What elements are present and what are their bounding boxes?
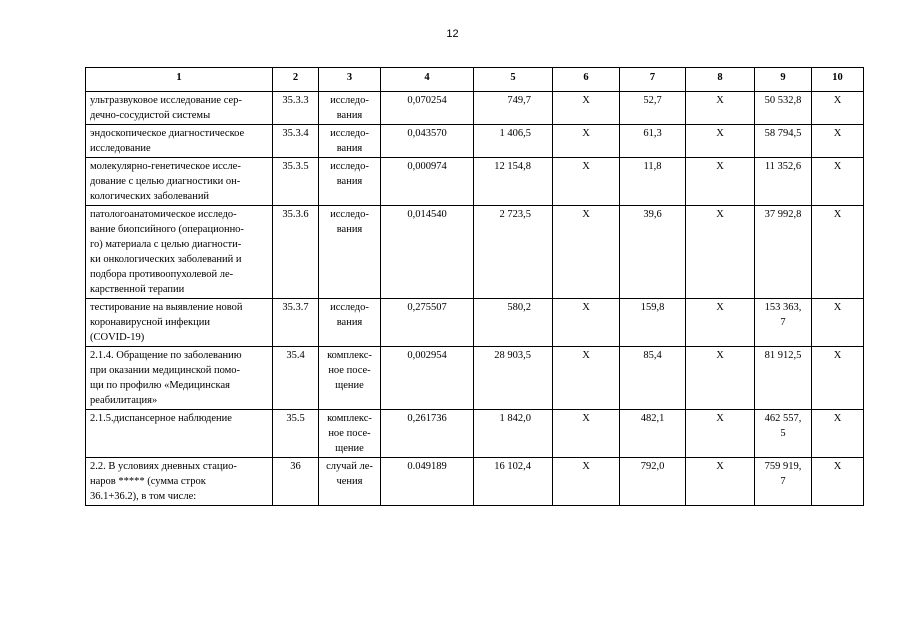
table-row <box>86 92 864 125</box>
cell-text: 39,6 <box>643 209 662 220</box>
table-cell-col-4 <box>381 410 474 458</box>
cell-text: 462 557, 5 <box>764 413 802 439</box>
cell-text: Х <box>582 461 590 472</box>
cell-text: Х <box>582 209 590 220</box>
cell-text: 35.3.3 <box>282 95 309 106</box>
cell-text: 37 992,8 <box>764 209 802 220</box>
cell-text: Х <box>833 128 842 139</box>
column-header-8: 8 <box>686 68 755 92</box>
cell-text: 0,014540 <box>407 209 447 220</box>
table-cell-col-5 <box>474 158 553 206</box>
table-cell-col-2 <box>273 347 319 410</box>
cell-text: Х <box>582 128 590 139</box>
table-cell-col-3 <box>319 92 381 125</box>
cell-text: 482,1 <box>640 413 665 424</box>
table-cell-col-3 <box>319 158 381 206</box>
table-cell-col-7 <box>620 125 686 158</box>
cell-text: комплекс- ное посе- щение <box>327 413 372 454</box>
cell-text: 153 363, 7 <box>764 302 802 328</box>
cell-text: 759 919, 7 <box>764 461 802 487</box>
table-cell-col-4 <box>381 458 474 506</box>
table-cell-col-1 <box>86 206 273 299</box>
table-cell-col-5 <box>474 299 553 347</box>
cell-text: Х <box>716 413 724 424</box>
cell-text: Х <box>833 413 842 424</box>
table-cell-col-5 <box>474 458 553 506</box>
table-cell-col-1 <box>86 410 273 458</box>
table-cell-col-8 <box>686 92 755 125</box>
table-cell-col-5 <box>474 206 553 299</box>
cell-text: 11 352,6 <box>764 161 802 172</box>
cell-text: 35.4 <box>286 350 305 361</box>
cell-text: 580,2 <box>507 302 531 313</box>
cell-text: 35.3.7 <box>282 302 309 313</box>
cell-text: Х <box>582 95 590 106</box>
table-cell-col-3 <box>319 299 381 347</box>
cell-text: Х <box>833 461 842 472</box>
cell-text: эндоскопическое диагностическое исследование <box>90 128 245 154</box>
cell-text: Х <box>833 95 842 106</box>
table-cell-col-8 <box>686 158 755 206</box>
page-number: 12 <box>446 28 459 40</box>
column-header-10: 10 <box>812 68 864 92</box>
table-cell-col-9 <box>755 125 812 158</box>
cell-text: молекулярно-генетическое иссле- дование с целью диагностики он- кологических заболеваний <box>90 161 241 202</box>
cell-text: 0,002954 <box>407 350 447 361</box>
cell-text: Х <box>833 302 842 313</box>
cell-text: 12 154,8 <box>494 161 531 172</box>
table-cell-col-6 <box>553 299 620 347</box>
cell-text: 1 842,0 <box>499 413 531 424</box>
table-body <box>86 92 864 506</box>
table-cell-col-3 <box>319 347 381 410</box>
table-cell-col-8 <box>686 458 755 506</box>
table-cell-col-2 <box>273 410 319 458</box>
table-cell-col-8 <box>686 347 755 410</box>
table-cell-col-4 <box>381 125 474 158</box>
table-cell-col-3 <box>319 458 381 506</box>
cell-text: Х <box>716 302 724 313</box>
cell-text: исследо- вания <box>330 302 369 328</box>
cell-text: Х <box>833 350 842 361</box>
table-cell-col-8 <box>686 410 755 458</box>
table-cell-col-7 <box>620 92 686 125</box>
table-cell-col-1 <box>86 125 273 158</box>
table-row <box>86 125 864 158</box>
cell-text: 28 903,5 <box>494 350 531 361</box>
table-cell-col-9 <box>755 347 812 410</box>
table-cell-col-8 <box>686 299 755 347</box>
cell-text: 0,070254 <box>407 95 447 106</box>
cell-text: 749,7 <box>507 95 531 106</box>
cell-text: Х <box>582 413 590 424</box>
table-cell-col-4 <box>381 92 474 125</box>
table-cell-col-6 <box>553 158 620 206</box>
cell-text: 0.049189 <box>407 461 447 472</box>
table-cell-col-5 <box>474 125 553 158</box>
table-cell-col-6 <box>553 125 620 158</box>
table-cell-col-7 <box>620 158 686 206</box>
cell-text: 792,0 <box>640 461 665 472</box>
cell-text: Х <box>716 461 724 472</box>
table-cell-col-7 <box>620 410 686 458</box>
cell-text: комплекс- ное посе- щение <box>327 350 372 391</box>
table-cell-col-6 <box>553 347 620 410</box>
column-header-7: 7 <box>620 68 686 92</box>
table-cell-col-10 <box>812 410 864 458</box>
cell-text: 159,8 <box>640 302 665 313</box>
cell-text: 1 406,5 <box>499 128 531 139</box>
table-cell-col-5 <box>474 92 553 125</box>
cell-text: 16 102,4 <box>494 461 531 472</box>
cell-text: 2.1.4. Обращение по заболеванию при оказании медицинской помо- щи по профилю «Медицинская реабилитация» <box>90 350 242 406</box>
cell-text: Х <box>716 350 724 361</box>
cell-text: 0,000974 <box>407 161 447 172</box>
table-cell-col-2 <box>273 458 319 506</box>
column-header-4: 4 <box>381 68 474 92</box>
cell-text: 0,261736 <box>407 413 447 424</box>
cell-text: патологоанатомическое исследо- вание биопсийного (операционно- го) материала с целью диагности- ки онкологических заболеваний и подбора противоопухолевой ле- карственной терапии <box>90 209 244 295</box>
table-cell-col-6 <box>553 92 620 125</box>
table-cell-col-7 <box>620 458 686 506</box>
cell-text: 61,3 <box>643 128 662 139</box>
cell-text: 35.3.5 <box>282 161 309 172</box>
cell-text: Х <box>716 161 724 172</box>
table-cell-col-2 <box>273 92 319 125</box>
cell-text: 58 794,5 <box>764 128 802 139</box>
table-cell-col-2 <box>273 125 319 158</box>
table-cell-col-2 <box>273 158 319 206</box>
table-row <box>86 299 864 347</box>
cell-text: Х <box>582 302 590 313</box>
table-cell-col-9 <box>755 206 812 299</box>
cell-text: ультразвуковое исследование сер- дечно-сосудистой системы <box>90 95 242 121</box>
cell-text: Х <box>716 95 724 106</box>
data-table <box>85 67 864 506</box>
cell-text: 2.2. В условиях дневных стацио- наров ***** (сумма строк 36.1+36.2), в том числе: <box>90 461 237 502</box>
cell-text: исследо- вания <box>330 209 369 235</box>
table-cell-col-7 <box>620 206 686 299</box>
table-cell-col-4 <box>381 206 474 299</box>
cell-text: тестирование на выявление новой коронавирусной инфекции (COVID-19) <box>90 302 243 343</box>
cell-text: 81 912,5 <box>764 350 802 361</box>
table-cell-col-4 <box>381 299 474 347</box>
column-header-5: 5 <box>474 68 553 92</box>
table-cell-col-8 <box>686 125 755 158</box>
cell-text: 52,7 <box>643 95 662 106</box>
cell-text: Х <box>833 209 842 220</box>
cell-text: Х <box>716 209 724 220</box>
table-cell-col-10 <box>812 158 864 206</box>
header-row <box>86 68 864 92</box>
cell-text: 11,8 <box>643 161 662 172</box>
table-cell-col-9 <box>755 158 812 206</box>
table-cell-col-4 <box>381 158 474 206</box>
table-row <box>86 347 864 410</box>
table-cell-col-1 <box>86 92 273 125</box>
table-cell-col-1 <box>86 299 273 347</box>
table-cell-col-5 <box>474 347 553 410</box>
cell-text: 36 <box>290 461 301 472</box>
table-cell-col-1 <box>86 458 273 506</box>
cell-text: исследо- вания <box>330 95 369 121</box>
table-cell-col-2 <box>273 299 319 347</box>
table-cell-col-10 <box>812 92 864 125</box>
table-cell-col-5 <box>474 410 553 458</box>
table-cell-col-10 <box>812 206 864 299</box>
table-cell-col-1 <box>86 347 273 410</box>
table-cell-col-2 <box>273 206 319 299</box>
table-cell-col-7 <box>620 299 686 347</box>
table-cell-col-10 <box>812 458 864 506</box>
table-cell-col-10 <box>812 125 864 158</box>
table-cell-col-3 <box>319 125 381 158</box>
table-cell-col-9 <box>755 299 812 347</box>
cell-text: 50 532,8 <box>764 95 802 106</box>
table-cell-col-6 <box>553 410 620 458</box>
table-row <box>86 458 864 506</box>
table-row <box>86 410 864 458</box>
cell-text: 35.5 <box>286 413 305 424</box>
cell-text: случай ле- чения <box>326 461 373 487</box>
cell-text: 35.3.6 <box>282 209 309 220</box>
table-cell-col-9 <box>755 458 812 506</box>
column-header-9: 9 <box>755 68 812 92</box>
cell-text: 0,043570 <box>407 128 447 139</box>
table-cell-col-7 <box>620 347 686 410</box>
cell-text: Х <box>833 161 842 172</box>
table-row <box>86 158 864 206</box>
cell-text: 2.1.5.диспансерное наблюдение <box>90 413 232 424</box>
cell-text: исследо- вания <box>330 128 369 154</box>
cell-text: 35.3.4 <box>282 128 309 139</box>
column-header-2: 2 <box>273 68 319 92</box>
cell-text: 85,4 <box>643 350 662 361</box>
table-cell-col-1 <box>86 158 273 206</box>
cell-text: Х <box>582 350 590 361</box>
table-cell-col-9 <box>755 92 812 125</box>
cell-text: Х <box>582 161 590 172</box>
table-cell-col-3 <box>319 410 381 458</box>
table-cell-col-8 <box>686 206 755 299</box>
cell-text: 2 723,5 <box>499 209 531 220</box>
cell-text: 0,275507 <box>407 302 447 313</box>
cell-text: исследо- вания <box>330 161 369 187</box>
table-cell-col-9 <box>755 410 812 458</box>
cell-text: Х <box>716 128 724 139</box>
table-cell-col-6 <box>553 458 620 506</box>
column-header-3: 3 <box>319 68 381 92</box>
table-cell-col-10 <box>812 299 864 347</box>
column-header-6: 6 <box>553 68 620 92</box>
table-cell-col-4 <box>381 347 474 410</box>
table-cell-col-3 <box>319 206 381 299</box>
table-row <box>86 206 864 299</box>
table-cell-col-6 <box>553 206 620 299</box>
table-cell-col-10 <box>812 347 864 410</box>
column-header-1: 1 <box>86 68 273 92</box>
